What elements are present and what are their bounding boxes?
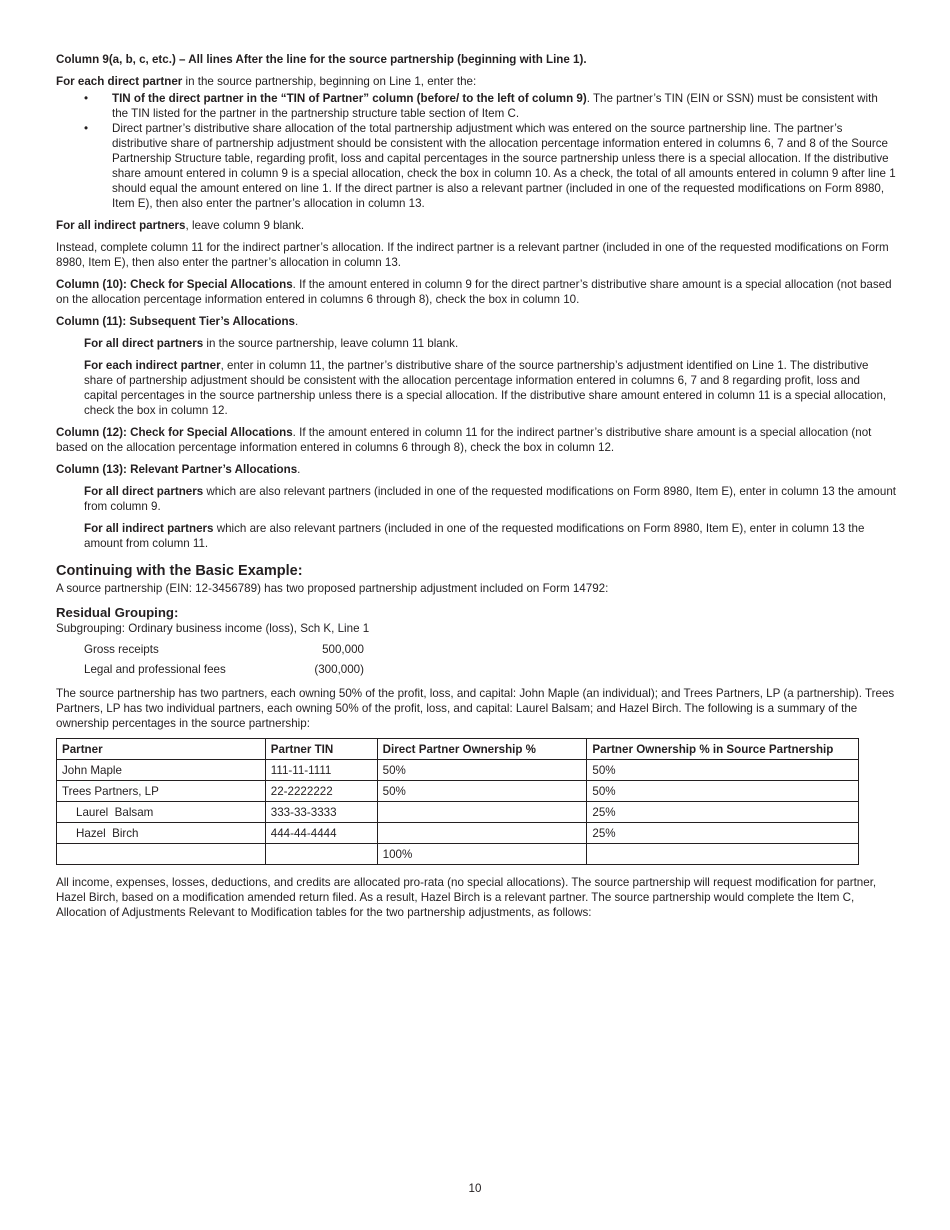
cell-source-pct: 25%	[587, 802, 859, 823]
table-row	[57, 802, 859, 823]
amount-value: 500,000	[322, 643, 364, 656]
column-13-heading: Column (13): Relevant Partner’s Allocations	[56, 463, 298, 476]
column-12-paragraph	[56, 425, 896, 455]
page-number: 10	[468, 1182, 482, 1195]
document-body	[56, 52, 896, 927]
column-13-period: .	[297, 463, 301, 476]
indirect-partners-text: , leave column 9 blank.	[185, 219, 305, 232]
cell-tin: 22-2222222	[265, 781, 377, 802]
cell-tin: 444-44-4444	[265, 823, 377, 844]
column-11-indirect-text: , enter in column 11, the partner’s distributive share of the source partnership’s adjustment identified on Line 1. The distributive share of partnership adjustment should be consistent with the allocation percentage information entered in columns 6, 7 and 8 regarding profit, loss and capital percentages in the source partnership unless there is a special allocation. If the distributive share amount entered in column 11 is a special allocation, check the box in column 12.	[84, 359, 887, 417]
column-10-heading: Column (10): Check for Special Allocations	[56, 278, 293, 291]
indirect-partners-bold: For all indirect partners	[56, 219, 186, 232]
list-item	[112, 121, 896, 211]
column-11-direct-text: in the source partnership, leave column 11 blank.	[203, 337, 459, 350]
column-13-direct	[84, 484, 896, 514]
example-heading: Continuing with the Basic Example:	[56, 563, 303, 579]
list-item	[112, 91, 896, 121]
amount-label: Gross receipts	[84, 643, 159, 656]
column-13-direct-bold: For all direct partners	[84, 485, 204, 498]
indirect-partners-blank	[56, 218, 896, 233]
bullet-text: . The partner’s TIN (EIN or SSN) must be consistent with the TIN listed for the partner in the partnership structure table section of Item C.	[112, 92, 878, 120]
direct-partner-bullet-list	[56, 91, 896, 211]
amount-row	[84, 640, 896, 660]
cell-partner: Laurel Balsam	[57, 802, 266, 823]
column-11-direct-bold: For all direct partners	[84, 337, 204, 350]
cell-direct-pct: 50%	[377, 781, 587, 802]
bullet-bold: TIN of the direct partner in the “TIN of Partner” column (before/ to the left of column 9)	[112, 92, 587, 105]
amount-label: Legal and professional fees	[84, 663, 226, 676]
cell-direct-total: 100%	[377, 844, 587, 865]
column-11-period: .	[295, 315, 299, 328]
residual-grouping-heading: Residual Grouping:	[56, 605, 179, 620]
cell-source-pct: 25%	[587, 823, 859, 844]
table-row	[57, 823, 859, 844]
direct-partner-intro	[56, 74, 896, 89]
table-total-row	[57, 844, 859, 865]
cell-partner: Hazel Birch	[57, 823, 266, 844]
amount-row	[84, 660, 896, 680]
column-11-indirect-bold: For each indirect partner	[84, 359, 221, 372]
column-10-text: . If the amount entered in column 9 for the direct partner’s distributive share amount is a special allocation (not based on the allocation percentage information entered in columns 6 through 8), check the box in column 10.	[56, 278, 892, 306]
column-9-heading: Column 9(a, b, c, etc.) – All lines After the line for the source partnership (beginning with Line 1).	[56, 53, 587, 66]
cell-tin: 333-33-3333	[265, 802, 377, 823]
column-11-direct	[84, 336, 896, 351]
ownership-table	[56, 738, 859, 865]
column-10-paragraph	[56, 277, 896, 307]
bullet-text: Direct partner’s distributive share allocation of the total partnership adjustment which was entered on the source partnership line. The partner’s distributive share of partnership adjustment should be consistent with the allocation percentage information entered in columns 6, 7 and 8 of the Source Partnership Structure table, regarding profit, loss and capital percentages in the source partnership unless there is a special allocation. If the distributive share amount entered in column 9 is a special allocation, check the box in column 10. As a check, the total of all amounts entered in column 9 after line 1 should equal the amount entered on line 1. If the direct partner is also a relevant partner (included in one of the requested modifications on Form 8980, Item E), then also enter the partner’s allocation in column 13.	[112, 122, 896, 210]
column-12-heading: Column (12): Check for Special Allocations	[56, 426, 293, 439]
cell-source-pct: 50%	[587, 760, 859, 781]
cell-partner: John Maple	[57, 760, 266, 781]
column-13-indirect	[84, 521, 896, 551]
instead-paragraph: Instead, complete column 11 for the indirect partner’s allocation. If the indirect partner is a relevant partner (included in one of the requested modifications on Form 8980, Item E), then also enter the partner’s allocation in column 13.	[56, 241, 889, 269]
column-13-paragraph	[56, 462, 896, 477]
header-partner-tin: Partner TIN	[265, 739, 377, 760]
cell-partner	[57, 844, 266, 865]
subgrouping-line: Subgrouping: Ordinary business income (loss), Sch K, Line 1	[56, 622, 370, 635]
amount-value: (300,000)	[314, 663, 364, 676]
direct-partner-intro-bold: For each direct partner	[56, 75, 183, 88]
column-11-indirect	[84, 358, 896, 418]
cell-partner: Trees Partners, LP	[57, 781, 266, 802]
header-partner: Partner	[57, 739, 266, 760]
cell-direct-pct	[377, 823, 587, 844]
cell-source-pct	[587, 844, 859, 865]
cell-direct-pct: 50%	[377, 760, 587, 781]
column-11-paragraph	[56, 314, 896, 329]
cell-tin: 111-11-1111	[265, 760, 377, 781]
column-13-indirect-bold: For all indirect partners	[84, 522, 214, 535]
table-row	[57, 781, 859, 802]
column-13-indirect-text: which are also relevant partners (included in one of the requested modifications on Form 8980, Item E), enter in column 13 the amount from column 11.	[84, 522, 865, 550]
direct-partner-intro-text: in the source partnership, beginning on Line 1, enter the:	[182, 75, 477, 88]
example-intro: A source partnership (EIN: 12-3456789) has two proposed partnership adjustment included on Form 14792:	[56, 582, 609, 595]
column-12-text: . If the amount entered in column 11 for the indirect partner’s distributive share amount is a special allocation (not based on the allocation percentage information entered in columns 6 through 8), check the box in column 12.	[56, 426, 872, 454]
header-source-ownership: Partner Ownership % in Source Partnership	[587, 739, 859, 760]
table-row	[57, 760, 859, 781]
ownership-paragraph: The source partnership has two partners, each owning 50% of the profit, loss, and capital: John Maple (an individual); and Trees Partners, LP (a partnership). Trees Partners, LP has two individual partners, each owning 50% of the profit, loss, and capital: Laurel Balsam; and Hazel Birch. The following is a summary of the ownership percentages in the source partnership:	[56, 687, 895, 730]
header-direct-ownership: Direct Partner Ownership %	[377, 739, 587, 760]
cell-tin	[265, 844, 377, 865]
table-header-row	[57, 739, 859, 760]
cell-source-pct: 50%	[587, 781, 859, 802]
column-13-direct-text: which are also relevant partners (included in one of the requested modifications on Form 8980, Item E), enter in column 13 the amount from column 9.	[84, 485, 896, 513]
column-11-heading: Column (11): Subsequent Tier’s Allocations	[56, 315, 295, 328]
cell-direct-pct	[377, 802, 587, 823]
closing-paragraph: All income, expenses, losses, deductions, and credits are allocated pro-rata (no special allocations). The source partnership will request modification for partner, Hazel Birch, based on a modification amended return filed. As a result, Hazel Birch is a relevant partner. The source partnership would complete the Item C, Allocation of Adjustments Relevant to Modification tables for the two partnership adjustments, as follows:	[56, 876, 877, 919]
